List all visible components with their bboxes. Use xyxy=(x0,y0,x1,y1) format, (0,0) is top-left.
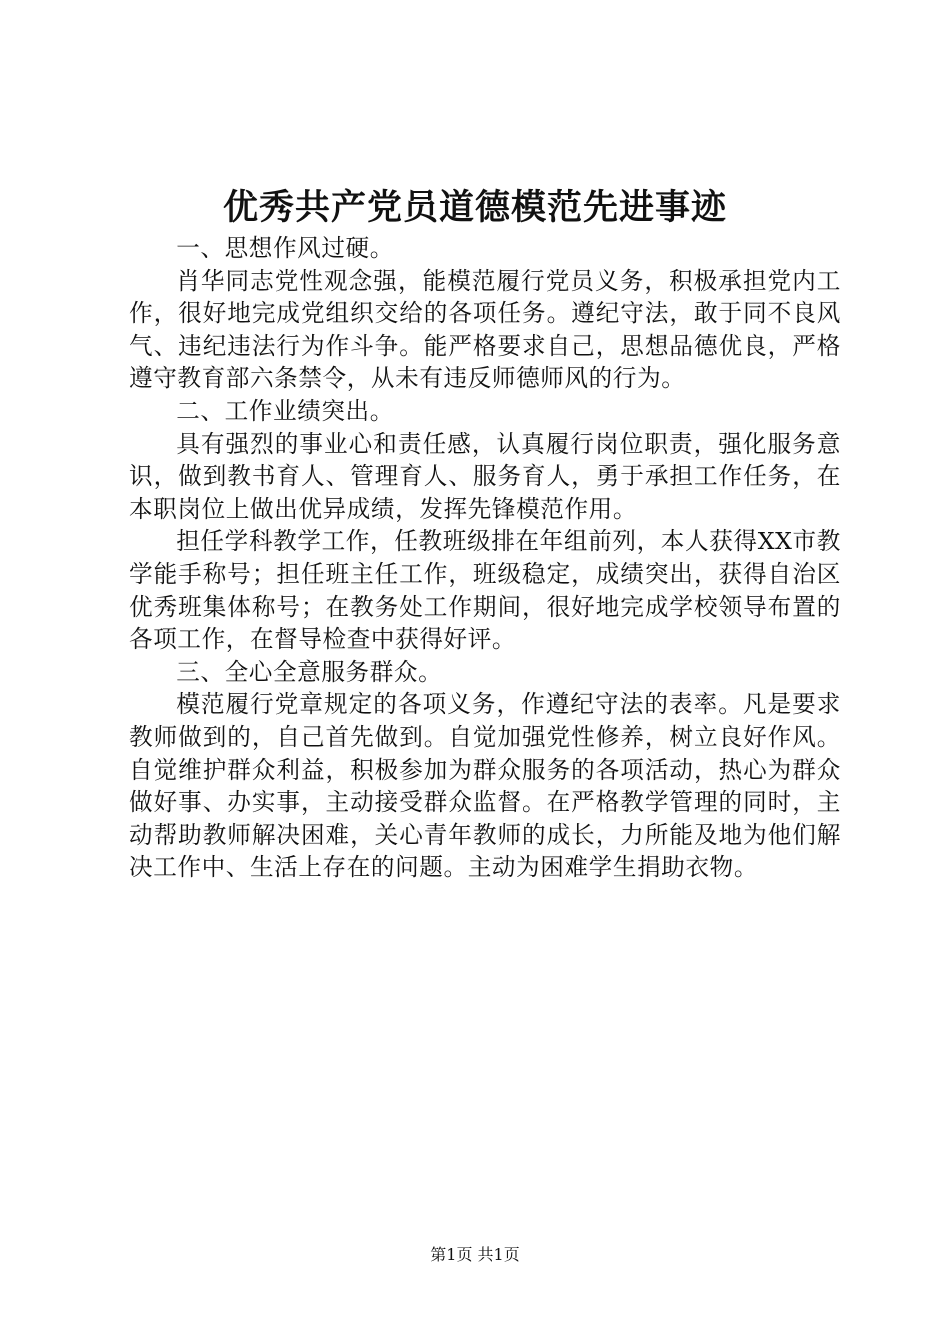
section-heading-1: 一、思想作风过硬。 xyxy=(176,234,394,262)
section-heading-2: 二、工作业绩突出。 xyxy=(176,396,394,425)
section-heading-3: 三、全心全意服务群众。 xyxy=(176,657,443,686)
paragraph: 具有强烈的事业心和责任感，认真履行岗位职责，强化服务意识，做到教书育人、管理育人、服务育人，勇于承担工作任务，在本职岗位上做出优异成绩，发挥先锋模范作用。 xyxy=(129,429,841,523)
paragraph: 肖华同志党性观念强，能模范履行党员义务，积极承担党内工作，很好地完成党组织交给的各项任务。遵纪守法，敢于同不良风气、违纪违法行为作斗争。能严格要求自己，思想品德优良，严格遵守教育部六条禁令，从未有违反师德师风的行为。 xyxy=(129,266,841,393)
paragraph: 模范履行党章规定的各项义务，作遵纪守法的表率。凡是要求教师做到的，自己首先做到。自觉加强党性修养，树立良好作风。自觉维护群众利益，积极参加为群众服务的各项活动，热心为群众做好事、办实事，主动接受群众监督。在严格教学管理的同时，主动帮助教师解决困难，关心青年教师的成长，力所能及地为他们解决工作中、生活上存在的问题。主动为困难学生捐助衣物。 xyxy=(129,690,841,882)
page-title: 优秀共产党员道德模范先进事迹 xyxy=(222,187,727,228)
page-footer: 第1页 共1页 xyxy=(430,1245,520,1264)
document-body xyxy=(129,232,841,884)
paragraph: 担任学科教学工作，任教班级排在年组前列，本人获得XX市教学能手称号；担任班主任工作，班级稳定，成绩突出，获得自治区优秀班集体称号；在教务处工作期间，很好地完成学校领导布置的各项工作，在督导检查中获得好评。 xyxy=(129,527,841,654)
